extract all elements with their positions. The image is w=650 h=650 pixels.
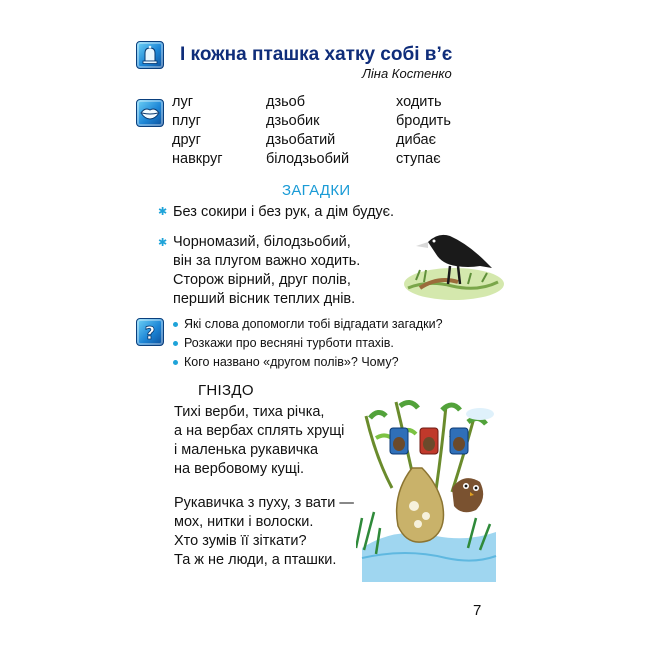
poem-stanza-1 — [174, 403, 344, 479]
svg-text:?: ? — [144, 323, 156, 344]
page-number: 7 — [473, 602, 482, 619]
poem-stanza-2 — [174, 494, 354, 570]
question-item: Кого названо «другом полів»? Чому? — [172, 353, 443, 372]
word: дзьобатий — [266, 132, 336, 148]
question-mark-icon — [136, 318, 164, 346]
riddle-line: Сторож вірний, друг полів, — [173, 272, 351, 288]
word: дибає — [396, 132, 436, 148]
word: бродить — [396, 113, 451, 129]
poem-line: Та ж не люди, а пташки. — [174, 552, 337, 568]
poem-line: мох, нитки і волоски. — [174, 514, 314, 530]
poem-line: а на вербах сплять хрущі — [174, 423, 345, 439]
question-item: Розкажи про весняні турботи птахів. — [172, 334, 443, 353]
bell-reading-icon — [136, 41, 164, 69]
poem-line: Тихі верби, тиха річка, — [174, 404, 325, 420]
word: дзьобик — [266, 113, 320, 129]
poem-line: і маленька рукавичка — [174, 442, 319, 458]
page-title: І кожна пташка хатку собі в’є — [180, 44, 453, 65]
riddle-2 — [173, 233, 360, 309]
poem-line: Рукавичка з пуху, з вати — — [174, 495, 354, 511]
word: навкруг — [172, 151, 223, 167]
word-column-2 — [266, 93, 349, 169]
word: білодзьобий — [266, 151, 350, 167]
word-column-1 — [172, 93, 223, 169]
word: плуг — [172, 113, 201, 129]
riddles-heading: ЗАГАДКИ — [282, 182, 351, 199]
asterisk-bullet-icon: ✱ — [158, 206, 168, 218]
poem-line: на вербовому кущі. — [174, 461, 305, 477]
poem-title: ГНІЗДО — [198, 382, 254, 399]
word: ступає — [396, 151, 441, 167]
author-name: Ліна Костенко — [362, 66, 452, 81]
rook-illustration — [398, 222, 504, 302]
question-item: Які слова допомогли тобі відгадати загадки? — [172, 315, 443, 334]
questions-list — [172, 315, 443, 372]
poem-line: Хто зумів її зіткати? — [174, 533, 307, 549]
riddle-1: Без сокири і без рук, а дім будує. — [173, 204, 395, 220]
riddle-line: він за плугом важно ходить. — [173, 253, 361, 269]
word: друг — [172, 132, 201, 148]
lips-icon — [136, 99, 164, 127]
word-column-3 — [396, 93, 451, 169]
nest-illustration — [356, 398, 500, 582]
riddle-line: перший вісник теплих днів. — [173, 291, 356, 307]
word: ходить — [396, 94, 442, 110]
asterisk-bullet-icon: ✱ — [158, 237, 168, 249]
riddle-line: Чорномазий, білодзьобий, — [173, 234, 351, 250]
word: дзьоб — [266, 94, 306, 110]
word: луг — [172, 94, 193, 110]
